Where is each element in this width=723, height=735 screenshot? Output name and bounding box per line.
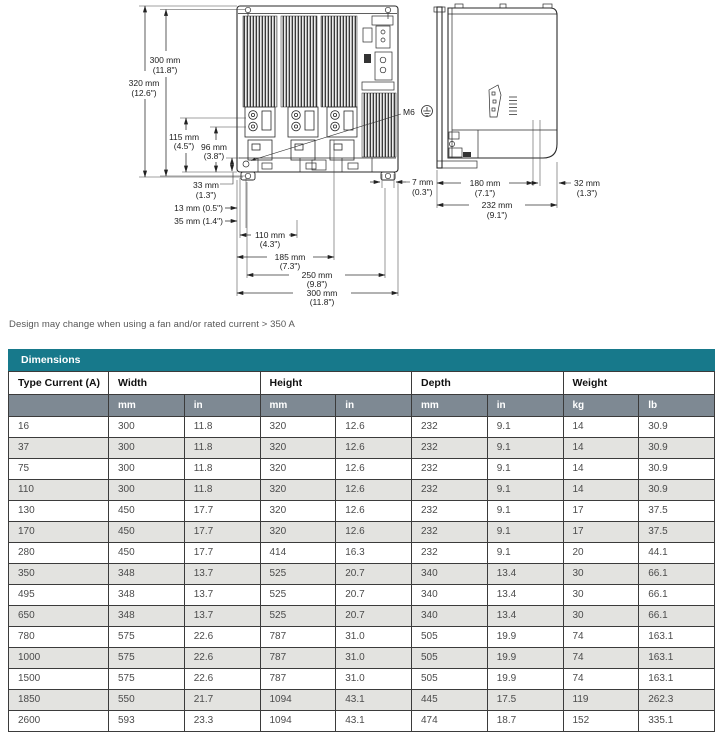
heatsink-fins [243, 16, 396, 157]
cell-value: 14 [563, 438, 639, 459]
mounting-screw-icon [245, 173, 250, 178]
cell-value: 22.6 [184, 627, 260, 648]
table-title: Dimensions [8, 349, 715, 371]
cell-value: 31.0 [336, 669, 412, 690]
cell-value: 163.1 [639, 669, 715, 690]
dim-label-180mm: 180 mm [469, 178, 501, 188]
table-row [9, 585, 715, 606]
column-group-type-current-a-: Type Current (A) [9, 372, 109, 395]
cell-value: 300 [109, 480, 185, 501]
cell-value: 163.1 [639, 648, 715, 669]
table-row [9, 480, 715, 501]
cell-value: 575 [109, 669, 185, 690]
cell-value: 1094 [260, 690, 336, 711]
table-row [9, 501, 715, 522]
cell-value: 19.9 [487, 669, 563, 690]
cell-value: 13.4 [487, 606, 563, 627]
cell-type-current: 170 [9, 522, 109, 543]
dim-label-35mm: 35 mm (1.4") [174, 216, 223, 226]
cell-value: 43.1 [336, 690, 412, 711]
cell-value: 21.7 [184, 690, 260, 711]
cell-value: 22.6 [184, 669, 260, 690]
unit-header-in-4: in [336, 395, 412, 417]
cell-value: 30 [563, 606, 639, 627]
cell-value: 1094 [260, 711, 336, 732]
cell-value: 30.9 [639, 459, 715, 480]
cell-value: 17.7 [184, 543, 260, 564]
dim-label-33mm: 33 mm [193, 180, 219, 190]
table-row [9, 543, 715, 564]
cell-value: 525 [260, 606, 336, 627]
cell-value: 348 [109, 606, 185, 627]
cell-value: 593 [109, 711, 185, 732]
cell-value: 30 [563, 564, 639, 585]
cell-value: 14 [563, 480, 639, 501]
cell-value: 44.1 [639, 543, 715, 564]
cell-value: 9.1 [487, 543, 563, 564]
column-group-weight: Weight [563, 372, 715, 395]
cell-value: 19.9 [487, 627, 563, 648]
unit-header-mm-1: mm [109, 395, 185, 417]
cell-type-current: 2600 [9, 711, 109, 732]
cell-value: 17.7 [184, 522, 260, 543]
column-group-height: Height [260, 372, 412, 395]
internal-bracket [489, 85, 501, 117]
cell-value: 17 [563, 522, 639, 543]
cell-value: 340 [412, 585, 488, 606]
side-view [434, 4, 557, 168]
dim-label-232in: (9.1") [486, 210, 508, 220]
cell-type-current: 650 [9, 606, 109, 627]
cell-value: 525 [260, 564, 336, 585]
cell-value: 335.1 [639, 711, 715, 732]
cell-value: 19.9 [487, 648, 563, 669]
table-row [9, 438, 715, 459]
cell-value: 11.8 [184, 417, 260, 438]
cell-value: 12.6 [336, 501, 412, 522]
dim-label-185mm: 185 mm [274, 252, 306, 262]
table-body [9, 417, 715, 732]
cell-type-current: 16 [9, 417, 109, 438]
table-row [9, 522, 715, 543]
dim-label-180in: (7.1") [474, 188, 496, 198]
cell-value: 13.7 [184, 564, 260, 585]
cell-value: 450 [109, 522, 185, 543]
unit-header-in-2: in [184, 395, 260, 417]
cell-value: 300 [109, 417, 185, 438]
cell-value: 30.9 [639, 417, 715, 438]
cell-value: 9.1 [487, 459, 563, 480]
cell-value: 9.1 [487, 522, 563, 543]
unit-header-kg-7: kg [563, 395, 639, 417]
cell-value: 575 [109, 648, 185, 669]
column-group-depth: Depth [412, 372, 564, 395]
cell-type-current: 37 [9, 438, 109, 459]
table-row [9, 711, 715, 732]
dim-label-185in: (7.3") [279, 261, 301, 271]
connector-panel [362, 26, 394, 90]
cell-type-current: 1000 [9, 648, 109, 669]
cell-value: 14 [563, 459, 639, 480]
cell-value: 11.8 [184, 459, 260, 480]
cell-value: 525 [260, 585, 336, 606]
cell-type-current: 130 [9, 501, 109, 522]
cell-value: 20.7 [336, 585, 412, 606]
dim-label-300in-v: (11.8") [152, 65, 178, 75]
cell-type-current: 110 [9, 480, 109, 501]
dim-label-13mm: 13 mm (0.5") [174, 203, 223, 213]
cell-value: 66.1 [639, 606, 715, 627]
cell-value: 16.3 [336, 543, 412, 564]
cell-value: 12.6 [336, 522, 412, 543]
cell-value: 232 [412, 522, 488, 543]
cell-value: 13.7 [184, 606, 260, 627]
cell-value: 152 [563, 711, 639, 732]
cell-value: 787 [260, 627, 336, 648]
cell-type-current: 1500 [9, 669, 109, 690]
dim-label-300mm-h: 300 mm [306, 288, 338, 298]
unit-header-empty [9, 395, 109, 417]
cell-value: 30 [563, 585, 639, 606]
cell-value: 232 [412, 417, 488, 438]
cell-value: 37.5 [639, 522, 715, 543]
cell-value: 505 [412, 627, 488, 648]
cell-value: 17.7 [184, 501, 260, 522]
dim-label-96in: (3.8") [203, 151, 225, 161]
cell-value: 550 [109, 690, 185, 711]
table-group-row [9, 372, 715, 395]
cell-value: 31.0 [336, 648, 412, 669]
dim-label-96mm: 96 mm [201, 142, 227, 152]
cell-value: 9.1 [487, 438, 563, 459]
table-row [9, 648, 715, 669]
dim-label-300in-h: (11.8") [309, 297, 335, 307]
table-row [9, 627, 715, 648]
cell-value: 12.6 [336, 417, 412, 438]
cell-type-current: 280 [9, 543, 109, 564]
table-row [9, 690, 715, 711]
power-modules [245, 107, 357, 160]
mounting-bracket [437, 7, 442, 168]
cell-value: 17.5 [487, 690, 563, 711]
cell-value: 31.0 [336, 627, 412, 648]
cell-type-current: 350 [9, 564, 109, 585]
technical-drawing [0, 0, 723, 312]
cell-value: 9.1 [487, 417, 563, 438]
cell-value: 320 [260, 459, 336, 480]
cell-value: 30.9 [639, 480, 715, 501]
table-row [9, 606, 715, 627]
cell-value: 320 [260, 501, 336, 522]
cell-type-current: 1850 [9, 690, 109, 711]
column-group-width: Width [109, 372, 261, 395]
cell-value: 30.9 [639, 438, 715, 459]
cell-value: 450 [109, 543, 185, 564]
mounting-screw-icon [245, 7, 250, 12]
cell-value: 232 [412, 438, 488, 459]
cell-value: 74 [563, 669, 639, 690]
cell-value: 119 [563, 690, 639, 711]
unit-header-mm-3: mm [260, 395, 336, 417]
cell-value: 232 [412, 543, 488, 564]
cell-value: 787 [260, 648, 336, 669]
m6-label: M6 [403, 107, 415, 117]
cell-value: 340 [412, 606, 488, 627]
cell-value: 320 [260, 438, 336, 459]
cell-value: 13.4 [487, 564, 563, 585]
cell-value: 23.3 [184, 711, 260, 732]
cell-value: 163.1 [639, 627, 715, 648]
cell-value: 232 [412, 480, 488, 501]
cell-value: 17 [563, 501, 639, 522]
cell-value: 20.7 [336, 606, 412, 627]
cell-value: 348 [109, 564, 185, 585]
dim-label-320in: (12.6") [131, 88, 157, 98]
cell-value: 74 [563, 648, 639, 669]
dim-label-110mm: 110 mm [254, 230, 286, 240]
cell-type-current: 780 [9, 627, 109, 648]
cell-value: 300 [109, 438, 185, 459]
dim-label-7in: (0.3") [412, 187, 433, 197]
cell-value: 13.7 [184, 585, 260, 606]
dimensions-table-section [8, 349, 715, 732]
cell-value: 320 [260, 480, 336, 501]
table-row [9, 417, 715, 438]
dim-label-115in: (4.5") [173, 141, 195, 151]
ground-screw-icon [243, 161, 249, 167]
cell-value: 320 [260, 522, 336, 543]
cell-value: 13.4 [487, 585, 563, 606]
cell-value: 43.1 [336, 711, 412, 732]
design-note: Design may change when using a fan and/or rated current > 350 A [9, 319, 295, 330]
dimensions-table [8, 371, 715, 732]
dim-label-250in: (9.8") [306, 279, 328, 289]
dim-label-320mm: 320 mm [128, 78, 160, 88]
mounting-screw-icon [385, 173, 390, 178]
dim-label-110in: (4.3") [259, 239, 281, 249]
cell-value: 12.6 [336, 459, 412, 480]
dim-label-232mm: 232 mm [481, 200, 513, 210]
table-row [9, 459, 715, 480]
front-view [237, 6, 398, 180]
table-row [9, 564, 715, 585]
cell-value: 262.3 [639, 690, 715, 711]
cell-type-current: 495 [9, 585, 109, 606]
cell-value: 18.7 [487, 711, 563, 732]
cell-value: 11.8 [184, 480, 260, 501]
cell-value: 505 [412, 669, 488, 690]
cell-value: 232 [412, 501, 488, 522]
unit-header-mm-5: mm [412, 395, 488, 417]
cell-value: 74 [563, 627, 639, 648]
cell-value: 787 [260, 669, 336, 690]
dim-label-300mm-v: 300 mm [149, 55, 181, 65]
table-row [9, 669, 715, 690]
table-subheader-row [9, 395, 715, 417]
cell-value: 9.1 [487, 501, 563, 522]
cell-value: 9.1 [487, 480, 563, 501]
cell-value: 575 [109, 627, 185, 648]
cell-value: 232 [412, 459, 488, 480]
dim-label-115mm: 115 mm [168, 132, 200, 142]
cell-value: 340 [412, 564, 488, 585]
cell-value: 474 [412, 711, 488, 732]
cell-value: 37.5 [639, 501, 715, 522]
cell-value: 505 [412, 648, 488, 669]
cell-type-current: 75 [9, 459, 109, 480]
cell-value: 14 [563, 417, 639, 438]
cell-value: 320 [260, 417, 336, 438]
cell-value: 12.6 [336, 480, 412, 501]
unit-header-in-6: in [487, 395, 563, 417]
dim-label-7mm: 7 mm [412, 177, 434, 187]
cell-value: 300 [109, 459, 185, 480]
cell-value: 20 [563, 543, 639, 564]
mounting-screw-icon [385, 7, 390, 12]
cell-value: 66.1 [639, 564, 715, 585]
ground-symbol-icon [422, 106, 433, 117]
cell-value: 445 [412, 690, 488, 711]
cell-value: 450 [109, 501, 185, 522]
dim-label-32mm: 32 mm [574, 178, 600, 188]
dim-label-250mm: 250 mm [301, 270, 333, 280]
cell-value: 11.8 [184, 438, 260, 459]
dim-label-33in: (1.3") [195, 190, 217, 200]
cell-value: 12.6 [336, 438, 412, 459]
cell-value: 20.7 [336, 564, 412, 585]
cell-value: 22.6 [184, 648, 260, 669]
cell-value: 348 [109, 585, 185, 606]
dim-label-32in: (1.3") [576, 188, 598, 198]
cell-value: 414 [260, 543, 336, 564]
cell-value: 66.1 [639, 585, 715, 606]
unit-header-lb-8: lb [639, 395, 715, 417]
